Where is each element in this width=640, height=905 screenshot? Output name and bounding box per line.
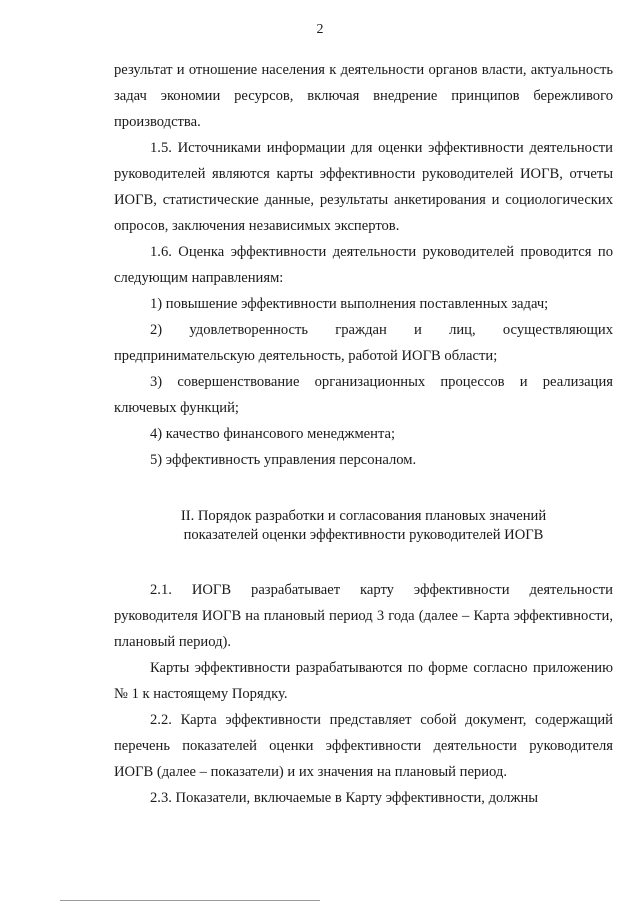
list-item-3: 3) совершенствование организационных процессов и реализация ключевых функций;	[114, 374, 613, 416]
section-heading-line-1: II. Порядок разработки и согласования плановых значений	[180, 508, 547, 524]
bottom-divider	[60, 900, 320, 901]
paragraph-2-1: 2.1. ИОГВ разрабатывает карту эффективности деятельности руководителя ИОГВ на плановый период 3 года (далее – Карта эффективности, плановый период).	[114, 582, 613, 650]
paragraph-continuation: результат и отношение населения к деятельности органов власти, актуальность задач экономии ресурсов, включая внедрение принципов бережливого производства.	[114, 62, 613, 130]
list-item-1: 1) повышение эффективности выполнения поставленных задач;	[150, 296, 549, 312]
paragraph-maps: Карты эффективности разрабатываются по форме согласно приложению № 1 к настоящему Порядку.	[114, 660, 613, 702]
list-item-5: 5) эффективность управления персоналом.	[150, 452, 417, 468]
section-heading	[114, 507, 613, 545]
list-item-4: 4) качество финансового менеджмента;	[150, 426, 396, 442]
paragraph-2-2: 2.2. Карта эффективности представляет собой документ, содержащий перечень показателей оценки эффективности деятельности руководителя ИОГВ (далее – показатели) и их значения на плановый период.	[114, 712, 613, 780]
document-body	[114, 57, 613, 811]
page-number: 2	[316, 22, 324, 37]
paragraph-1-5: 1.5. Источниками информации для оценки эффективности деятельности руководителей являются карты эффективности руководителей ИОГВ, отчеты ИОГВ, статистические данные, результаты анкетирования и социологических опросов, заключения независимых экспертов.	[114, 140, 613, 234]
list-item-2: 2) удовлетворенность граждан и лиц, осуществляющих предпринимательскую деятельность, работой ИОГВ области;	[114, 322, 613, 364]
paragraph-1-6: 1.6. Оценка эффективности деятельности руководителей проводится по следующим направлениям:	[114, 244, 613, 286]
section-heading-line-2: показателей оценки эффективности руководителей ИОГВ	[183, 527, 544, 543]
paragraph-2-3: 2.3. Показатели, включаемые в Карту эффективности, должны	[150, 790, 539, 806]
